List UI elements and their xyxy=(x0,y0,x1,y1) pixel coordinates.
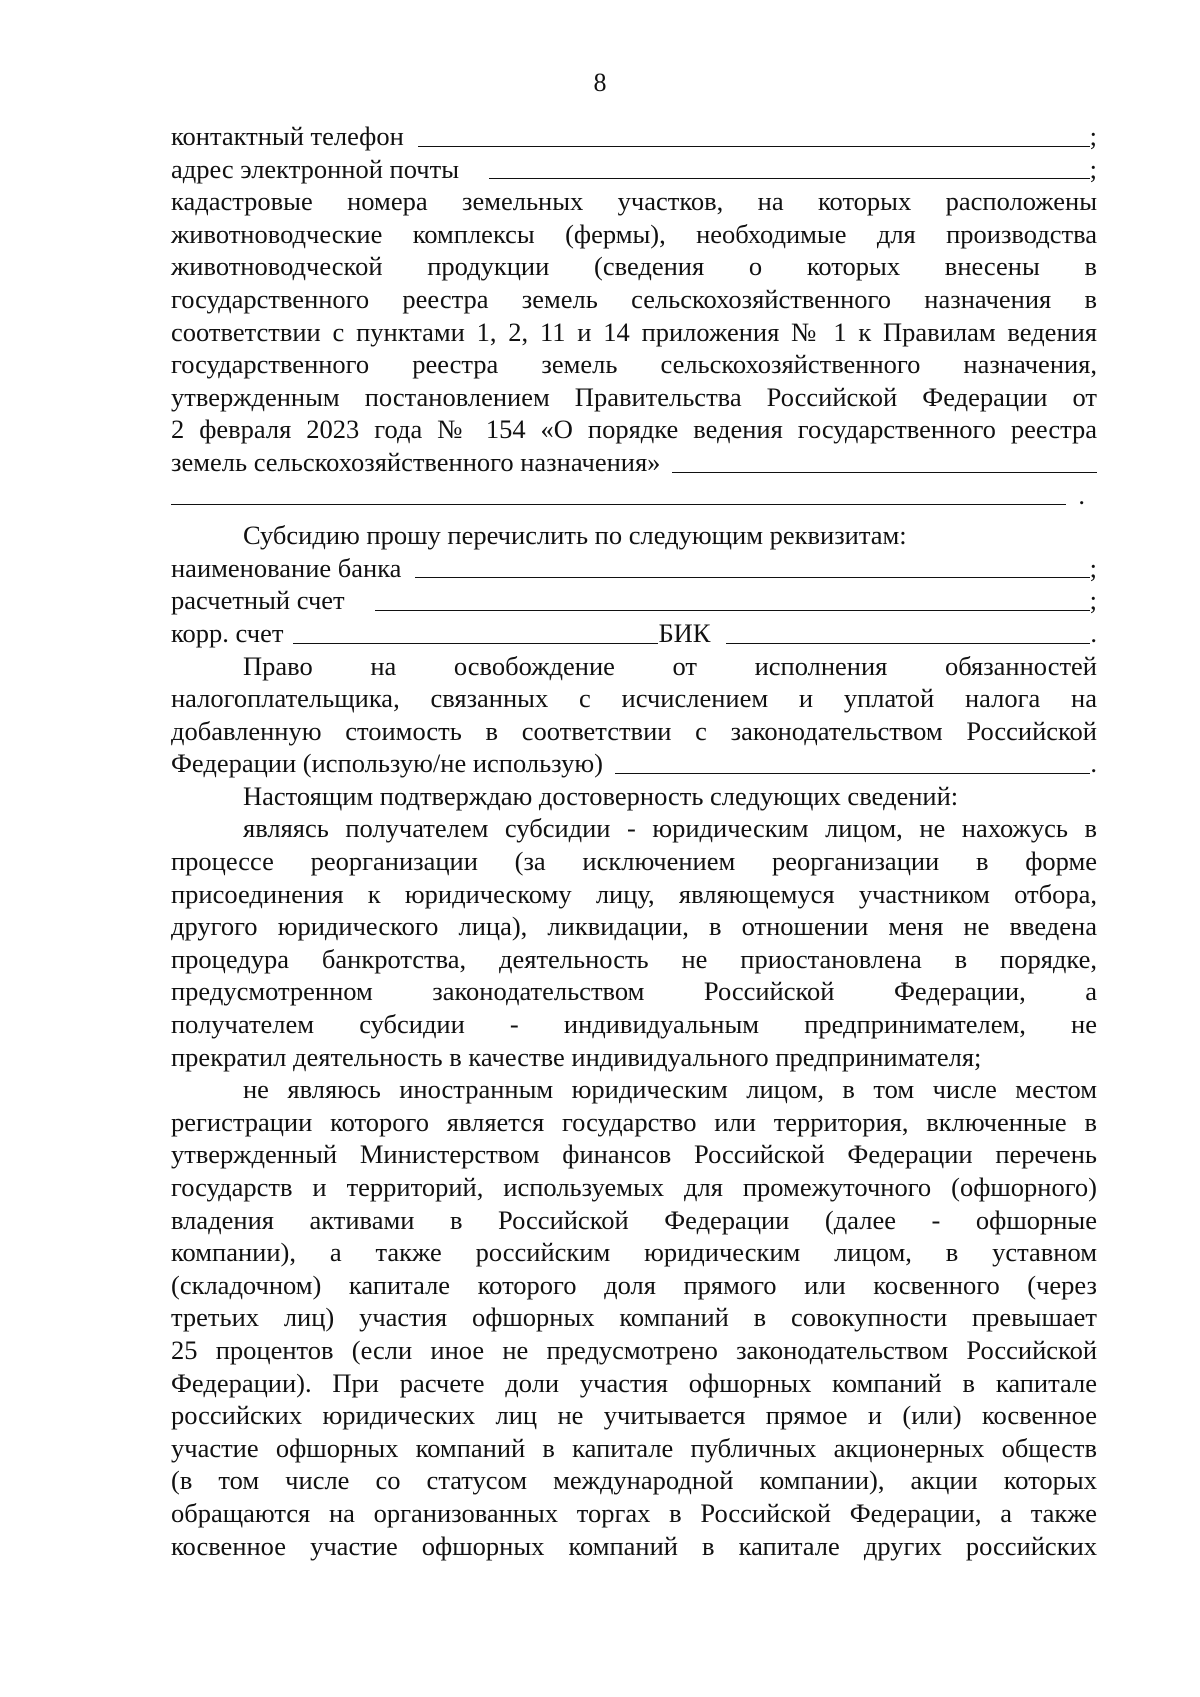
confirm-line: являясь получателем субсидии - юридическим лицом, не нахожусь в xyxy=(243,813,1097,844)
confirm-line: владения активами в Российской Федерации (далее - офшорные xyxy=(171,1204,1097,1235)
confirm-line: третьих лиц) участия офшорных компаний в совокупности превышает xyxy=(171,1302,1097,1333)
confirm-line: участие офшорных компаний в капитале публичных акционерных обществ xyxy=(171,1432,1097,1463)
confirm-line: процедура банкротства, деятельность не приостановлена в порядке, xyxy=(171,943,1097,974)
bank-name-field[interactable] xyxy=(415,577,1089,578)
bank-name-end: ; xyxy=(1089,552,1097,583)
cadastral-line: 2 февраля 2023 года № 154 «О порядке ведения государственного реестра xyxy=(171,414,1097,445)
confirm-line: российских юридических лиц не учитывается прямое и (или) косвенное xyxy=(171,1400,1097,1431)
cadastral-end: . xyxy=(1078,479,1085,510)
contact-phone-field[interactable] xyxy=(418,146,1090,147)
page-number: 8 xyxy=(593,68,607,97)
vat-paragraph xyxy=(171,650,1097,780)
confirm-line: не являюсь иностранным юридическим лицом, в том числе местом xyxy=(243,1074,1097,1105)
confirm-line: получателем субсидии - индивидуальным предпринимателем, не xyxy=(171,1009,1097,1040)
email-label: адрес электронной почты xyxy=(171,153,459,184)
account-line xyxy=(171,584,1097,617)
confirm-line: предусмотренном законодательством Российской Федерации, а xyxy=(171,976,1097,1007)
email-line xyxy=(171,153,1097,186)
confirm-line: (в том числе со статусом международной компании), акции которых xyxy=(171,1465,1097,1496)
bank-name-label: наименование банка xyxy=(171,552,402,583)
document-body xyxy=(171,120,1097,1562)
confirm-paragraph-offshore xyxy=(171,1073,1097,1562)
cadastral-line: государственного реестра земель сельскохозяйственного назначения, xyxy=(171,349,1097,380)
vat-last-line xyxy=(171,747,1097,780)
cadastral-numbers-field-continued[interactable] xyxy=(171,504,1066,505)
vat-line: добавленную стоимость в соответствии с законодательством Российской xyxy=(171,715,1097,746)
cadastral-line: утвержденным постановлением Правительства Российской Федерации от xyxy=(171,381,1097,412)
bik-end: . xyxy=(1090,617,1097,648)
confirm-intro: Настоящим подтверждаю достоверность следующих сведений: xyxy=(243,780,959,811)
bank-name-line xyxy=(171,552,1097,585)
confirm-line: компании), а также российским юридическим лицом, в уставном xyxy=(171,1237,1097,1268)
confirm-line: другого юридического лица), ликвидации, в отношении меня не введена xyxy=(171,911,1097,942)
bik-label: БИК xyxy=(658,617,711,648)
email-field[interactable] xyxy=(489,178,1090,179)
vat-end: . xyxy=(1090,748,1097,779)
confirm-line: косвенное участие офшорных компаний в капитале других российских xyxy=(171,1530,1097,1561)
cadastral-last-text: земель сельскохозяйственного назначения» xyxy=(171,446,661,477)
cadastral-line: животноводческие комплексы (фермы), необходимые для производства xyxy=(171,218,1097,249)
vat-line: налогоплательщика, связанных с исчислением и уплатой налога на xyxy=(171,683,1097,714)
email-end: ; xyxy=(1089,153,1097,184)
confirm-line: регистрации которого является государство или территория, включенные в xyxy=(171,1106,1097,1137)
account-label: расчетный счет xyxy=(171,585,345,616)
vat-last-text: Федерации (использую/не использую) xyxy=(171,748,603,779)
confirm-line: процессе реорганизации (за исключением реорганизации в форме xyxy=(171,846,1097,877)
corr-bik-line xyxy=(171,617,1097,650)
bank-intro: Субсидию прошу перечислить по следующим реквизитам: xyxy=(243,520,907,551)
account-field[interactable] xyxy=(375,610,1090,611)
confirm-paragraph-reorganization xyxy=(171,812,1097,1073)
contact-phone-line xyxy=(171,120,1097,153)
bik-field[interactable] xyxy=(726,643,1090,644)
confirm-line: обращаются на организованных торгах в Российской Федерации, а также xyxy=(171,1497,1097,1528)
cadastral-continuation-line xyxy=(171,479,1097,512)
account-end: ; xyxy=(1089,585,1097,616)
confirm-line: 25 процентов (если иное не предусмотрено законодательством Российской xyxy=(171,1334,1097,1365)
cadastral-numbers-field[interactable] xyxy=(672,472,1097,473)
corr-account-field[interactable] xyxy=(293,643,658,644)
vat-line: Право на освобождение от исполнения обязанностей xyxy=(243,650,1097,681)
cadastral-line: кадастровые номера земельных участков, на которых расположены xyxy=(171,186,1097,217)
confirm-line: утвержденный Министерством финансов Российской Федерации перечень xyxy=(171,1139,1097,1170)
corr-label: корр. счет xyxy=(171,617,284,648)
cadastral-line: животноводческой продукции (сведения о которых внесены в xyxy=(171,251,1097,282)
contact-phone-end: ; xyxy=(1089,121,1097,151)
cadastral-last-line xyxy=(171,446,1097,479)
confirm-line: присоединения к юридическому лицу, являющемуся участником отбора, xyxy=(171,878,1097,909)
contact-phone-label: контактный телефон xyxy=(171,121,404,151)
cadastral-line: государственного реестра земель сельскохозяйственного назначения в xyxy=(171,283,1097,314)
confirm-line: государств и территорий, используемых для промежуточного (офшорного) xyxy=(171,1172,1097,1202)
vat-choice-field[interactable] xyxy=(615,773,1090,774)
cadastral-line: соответствии с пунктами 1, 2, 11 и 14 приложения № 1 к Правилам ведения xyxy=(171,316,1097,347)
confirm-line: Федерации). При расчете доли участия офшорных компаний в капитале xyxy=(171,1367,1097,1398)
cadastral-paragraph xyxy=(171,185,1097,511)
confirm-line: прекратил деятельность в качестве индивидуального предпринимателя; xyxy=(171,1041,982,1072)
confirm-line: (складочном) капитале которого доля прямого или косвенного (через xyxy=(171,1269,1097,1300)
